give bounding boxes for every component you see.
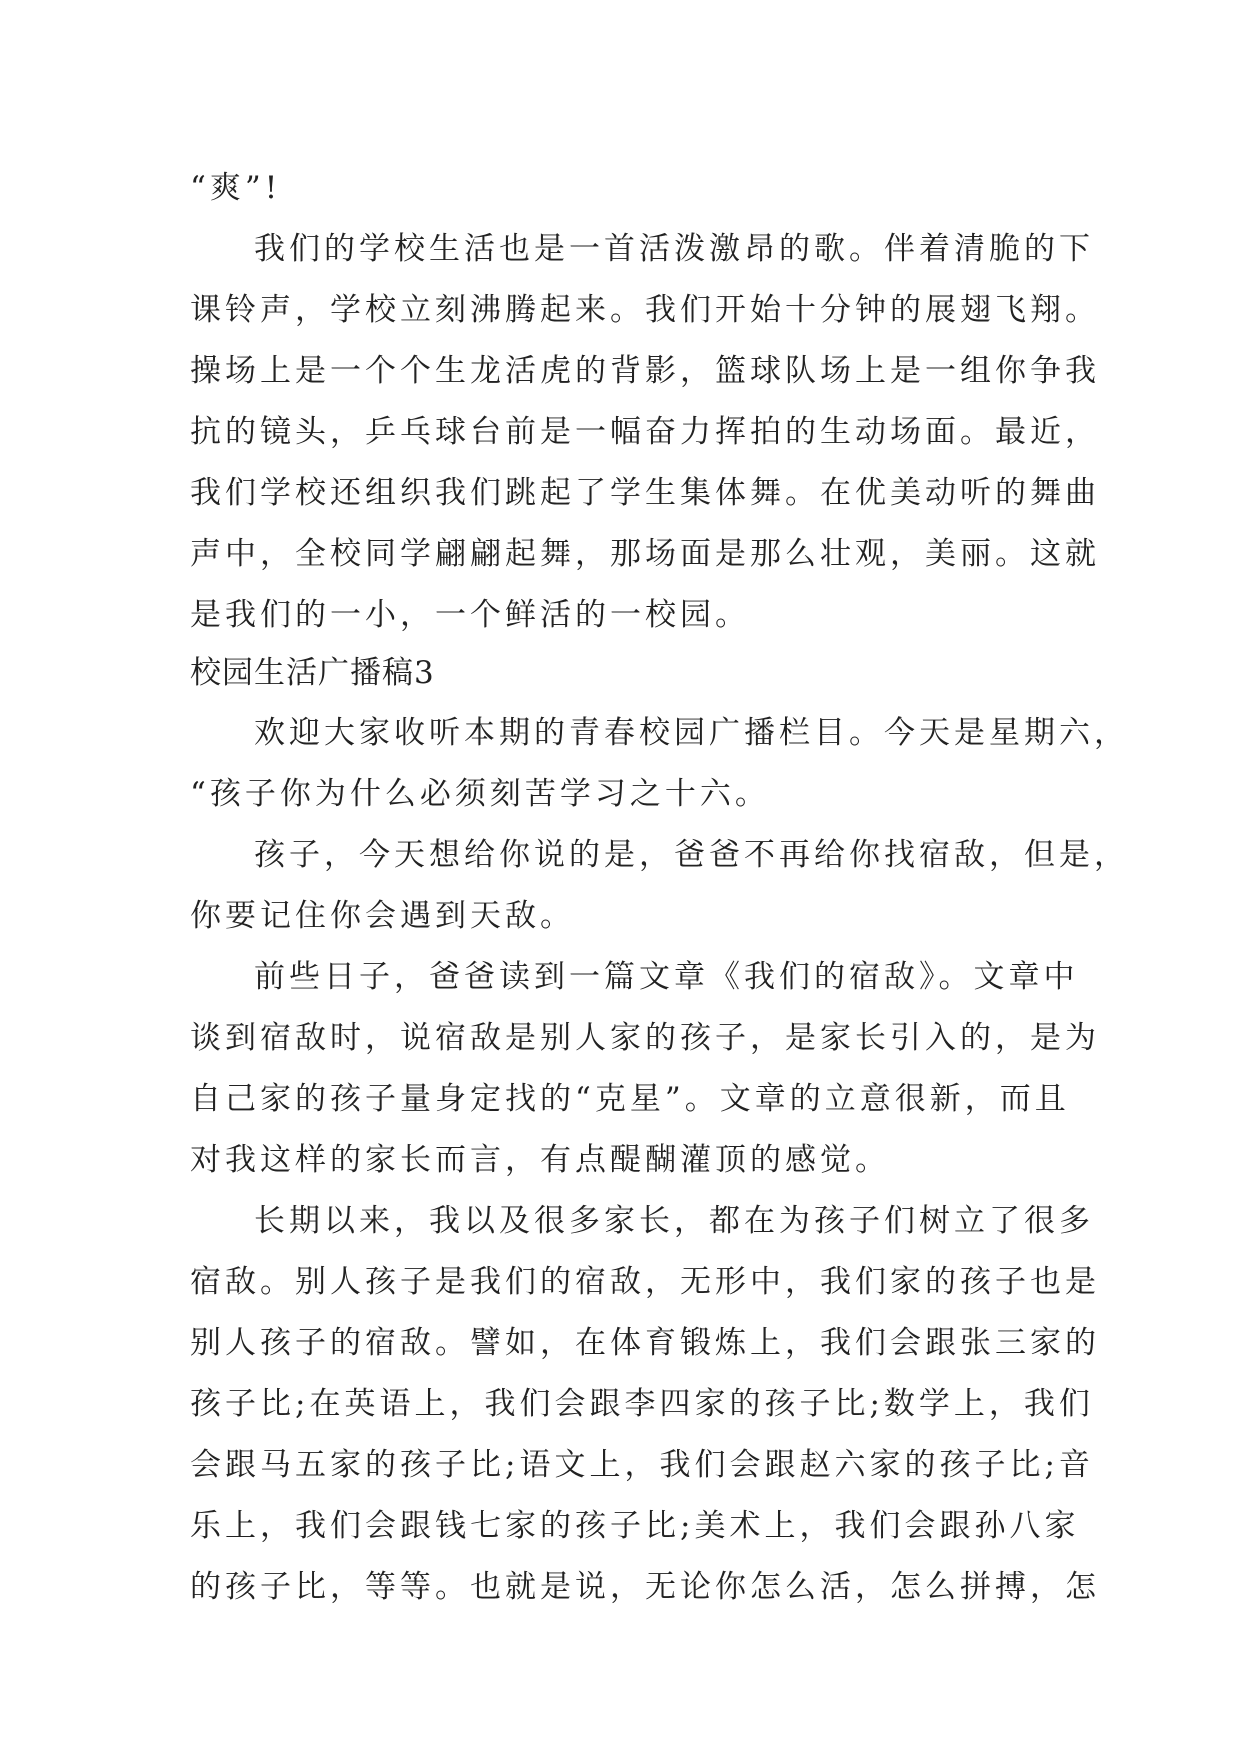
text-line: 抗的镜头，乒乓球台前是一幅奋力挥拍的生动场面。最近， bbox=[190, 414, 1100, 450]
text-line: 对我这样的家长而言，有点醍醐灌顶的感觉。 bbox=[190, 1142, 890, 1178]
text-line: 前些日子，爸爸读到一篇文章《我们的宿敌》。文章中 bbox=[254, 959, 1079, 995]
text-line: 我们学校还组织我们跳起了学生集体舞。在优美动听的舞曲 bbox=[190, 475, 1100, 511]
text-line: 长期以来，我以及很多家长，都在为孩子们树立了很多 bbox=[254, 1203, 1094, 1239]
text-line: 课铃声，学校立刻沸腾起来。我们开始十分钟的展翅飞翔。 bbox=[190, 292, 1100, 328]
text-line: 谈到宿敌时，说宿敌是别人家的孩子，是家长引入的，是为 bbox=[190, 1020, 1100, 1056]
text-line: 欢迎大家收听本期的青春校园广播栏目。今天是星期六， bbox=[254, 715, 1129, 751]
text-line: 我们的学校生活也是一首活泼激昂的歌。伴着清脆的下 bbox=[254, 231, 1094, 267]
text-line: 的孩子比，等等。也就是说，无论你怎么活，怎么拼搏，怎 bbox=[190, 1569, 1100, 1605]
text-line: 操场上是一个个生龙活虎的背影，篮球队场上是一组你争我 bbox=[190, 353, 1100, 389]
text-line: 孩子，今天想给你说的是，爸爸不再给你找宿敌，但是， bbox=[254, 837, 1129, 873]
text-line: “孩子你为什么必须刻苦学习之十六。 bbox=[190, 776, 770, 812]
text-line: “爽”! bbox=[190, 170, 282, 206]
text-line: 是我们的一小，一个鲜活的一校园。 bbox=[190, 597, 750, 633]
text-line: 乐上，我们会跟钱七家的孩子比;美术上，我们会跟孙八家 bbox=[190, 1508, 1080, 1544]
text-line: 自己家的孩子量身定找的“克星”。文章的立意很新，而且 bbox=[190, 1081, 1070, 1117]
text-line: 声中，全校同学翩翩起舞，那场面是那么壮观，美丽。这就 bbox=[190, 536, 1100, 572]
text-line: 宿敌。别人孩子是我们的宿敌，无形中，我们家的孩子也是 bbox=[190, 1264, 1100, 1300]
section-heading: 校园生活广播稿3 bbox=[190, 655, 435, 691]
text-line: 会跟马五家的孩子比;语文上，我们会跟赵六家的孩子比;音 bbox=[190, 1447, 1094, 1483]
text-line: 孩子比;在英语上，我们会跟李四家的孩子比;数学上，我们 bbox=[190, 1386, 1094, 1422]
text-line: 别人孩子的宿敌。譬如，在体育锻炼上，我们会跟张三家的 bbox=[190, 1325, 1100, 1361]
text-line: 你要记住你会遇到天敌。 bbox=[190, 898, 575, 934]
